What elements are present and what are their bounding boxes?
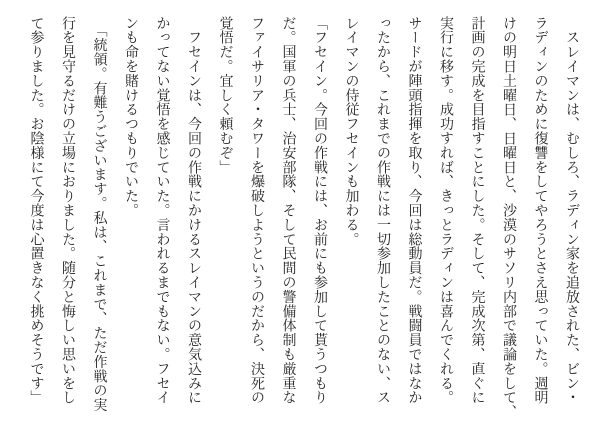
text-column: レイマンの侍従フセインも加わる。: [344, 16, 361, 247]
text-column: て参りました。お陰様にて今度は心置きなく挑めそうです」: [29, 16, 46, 405]
text-column: 「統領。有難うございます。私は、これまで、ただ作戦の実: [92, 16, 109, 413]
text-column: 行を見守るだけの立場におりました。随分と悔しい思いをし: [61, 16, 77, 405]
text-column: ファイサリア・タワーを爆破しようというのだから、決死の: [250, 16, 266, 405]
text-column: 覚悟だ。宜しく頼むぞ」: [218, 16, 235, 175]
text-column: ったから、これまでの作戦には一切参加したことのない、ス: [376, 16, 392, 405]
text-column: けの明日土曜日、日曜日と、沙漠のサソリ内部で議論をして、: [502, 16, 518, 420]
novel-text: [21, 16, 588, 420]
text-column: だ。国軍の兵士、治安部隊、そして民間の警備体制も厳重な: [281, 16, 298, 405]
text-column: サードが陣頭指揮を取り、今回は総動員だ。戦闘員ではなか: [407, 16, 424, 405]
text-column: ンも命を賭けるつもりでいた。: [124, 16, 140, 218]
text-column: 「フセイン。今回の作戦には、お前にも参加して貰うつもり: [313, 16, 329, 405]
text-column: かってない覚悟を感じていた。言われるまでもない。フセイ: [155, 16, 172, 405]
text-column: フセインは、今回の作戦にかけるスレイマンの意気込みに: [187, 16, 203, 405]
text-column: ラディンのために復讐をしてやろうとさえ思っていた。週明: [533, 16, 550, 405]
text-column: 計画の完成を目指すことにした。そして、完成次第、直ぐに: [470, 16, 487, 405]
text-column: スレイマンは、むしろ、ラディン家を追放された、ビン・: [565, 16, 581, 405]
text-column: 実行に移す。成功すれば、きっとラディンは喜んでくれる。: [439, 16, 455, 405]
